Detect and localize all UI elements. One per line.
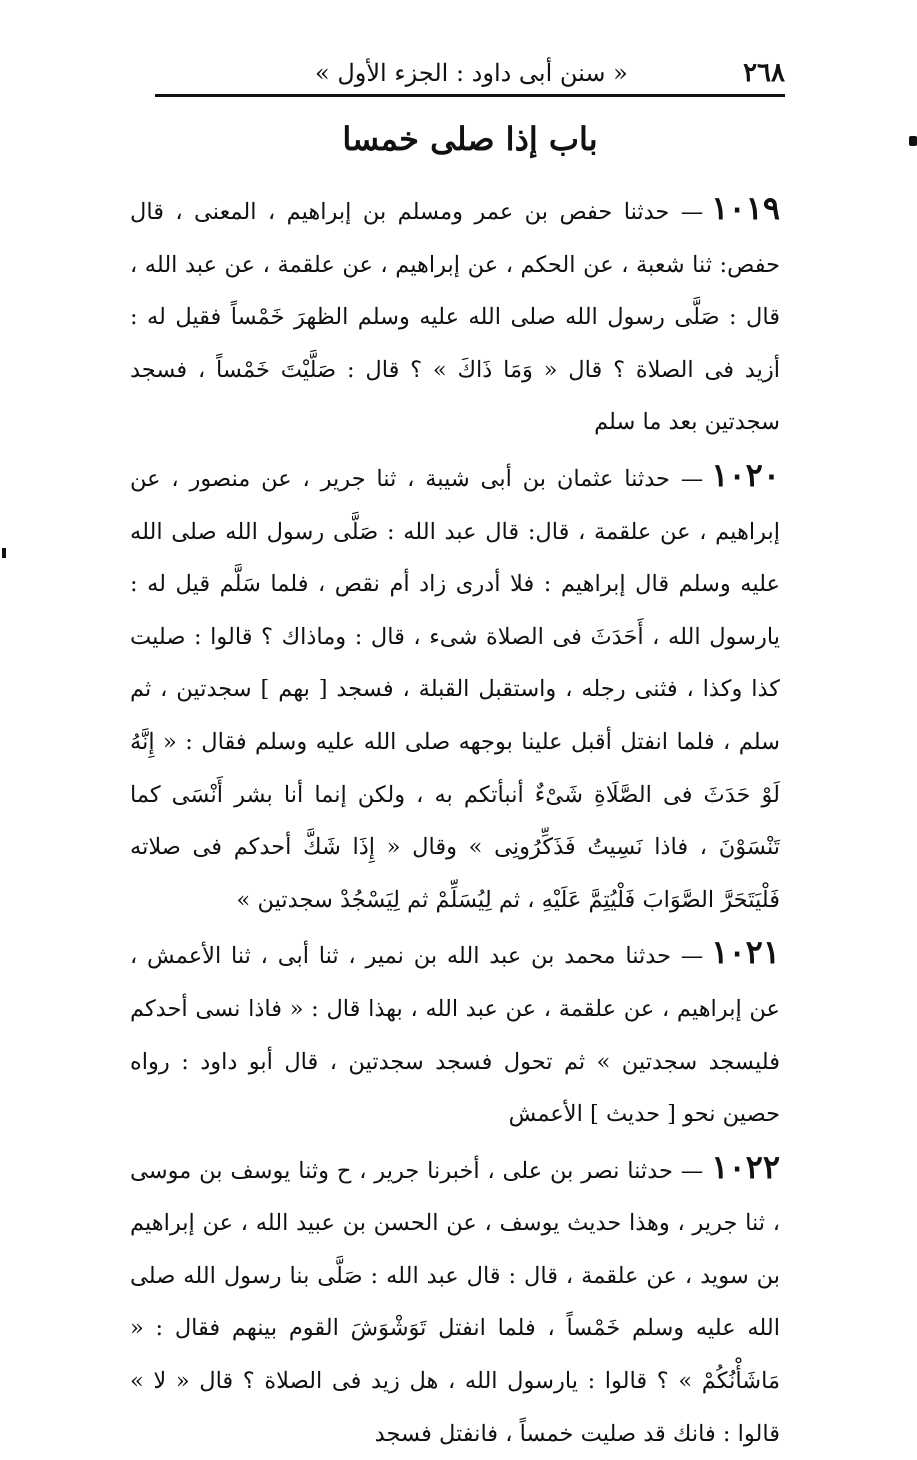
hadith-number: ١٠٢٢ xyxy=(711,1147,780,1186)
book-title: « سنن أبى داود : الجزء الأول » xyxy=(315,59,628,87)
hadith-number: ١٠٢٠ xyxy=(711,455,780,494)
hadith-text: — حدثنا نصر بن على ، أخبرنا جرير ، ح وثنا يوسف بن موسى ، ثنا جرير ، وهذا حديث يوسف ، عن الحسن بن عبيد الله ، عن إبراهيم بن سويد ، عن علقمة ، قال : قال عبد الله : صَلَّى بنا رسول الله صلى الله عليه وسلم خَمْساً ، فلما انفتل تَوَشْوَشَ القوم بينهم فقال : « مَاشَأْنُكُمْ » ؟ قالوا : يارسول الله ، هل زيد فى الصلاة ؟ قال « لا » قالوا : فانك قد صليت خمساً ، فانفتل فسجد xyxy=(130,1157,780,1447)
hadith-1020 xyxy=(130,449,780,926)
hadith-1019 xyxy=(130,182,780,449)
hadith-1022 xyxy=(130,1141,780,1460)
hadith-number: ١٠١٩ xyxy=(711,189,780,227)
margin-mark xyxy=(2,548,6,558)
hadith-number: ١٠٢١ xyxy=(711,933,780,972)
hadith-text: — حدثنا محمد بن عبد الله بن نمير ، ثنا أبى ، ثنا الأعمش ، عن إبراهيم ، عن علقمة ، عن عبد الله ، بهذا قال : « فاذا نسى أحدكم فليسجد سجدتين » ثم تحول فسجد سجدتين ، قال أبو داود : رواه حصين نحو [ حديث ] الأعمش xyxy=(130,943,780,1128)
hadith-1021 xyxy=(130,926,780,1140)
body-text xyxy=(130,182,780,1460)
header-rule xyxy=(155,94,785,97)
hadith-text: — حدثنا عثمان بن أبى شيبة ، ثنا جرير ، عن منصور ، عن إبراهيم ، عن علقمة ، قال: قال عبد الله : صَلَّى رسول الله صلى الله عليه وسلم قال إبراهيم : فلا أدرى زاد أم نقص ، فلما سَلَّم قيل له : يارسول الله ، أَحَدَثَ فى الصلاة شىء ، قال : وماذاك ؟ قالوا : صليت كذا وكذا ، فثنى رجله ، واستقبل القبلة ، فسجد [ بهم ] سجدتين ، ثم سلم ، فلما انفتل أقبل علينا بوجهه صلى الله عليه وسلم فقال : « إِنَّهُ لَوْ حَدَثَ فى الصَّلَاةِ شَىْءٌ أنبأتكم به ، ولكن إنما أنا بشر أَنْسَى كما تَنْسَوْنَ ، فاذا نَسِيتُ فَذَكِّرُونِى » وقال « إِذَا شَكَّ أحدكم فى صلاته فَلْيَتَحَرَّ الصَّوَابَ فَلْيُتِمَّ عَلَيْهِ ، ثم لِيُسَلِّمْ ثم لِيَسْجُدْ سجدتين » xyxy=(130,465,780,913)
page-number: ٢٦٨ xyxy=(743,58,785,88)
running-head xyxy=(155,52,785,94)
margin-mark xyxy=(909,136,917,146)
hadith-text: — حدثنا حفص بن عمر ومسلم بن إبراهيم ، المعنى ، قال حفص: ثنا شعبة ، عن الحكم ، عن إبراهيم ، عن علقمة ، عن عبد الله ، قال : صَلَّى رسول الله صلى الله عليه وسلم الظهرَ خَمْساً فقيل له : أزيد فى الصلاة ؟ قال « وَمَا ذَاكَ » ؟ قال : صَلَّيْتَ خَمْساً ، فسجد سجدتين بعد ما سلم xyxy=(130,199,780,436)
chapter-title: باب إذا صلى خمسا xyxy=(342,120,598,158)
